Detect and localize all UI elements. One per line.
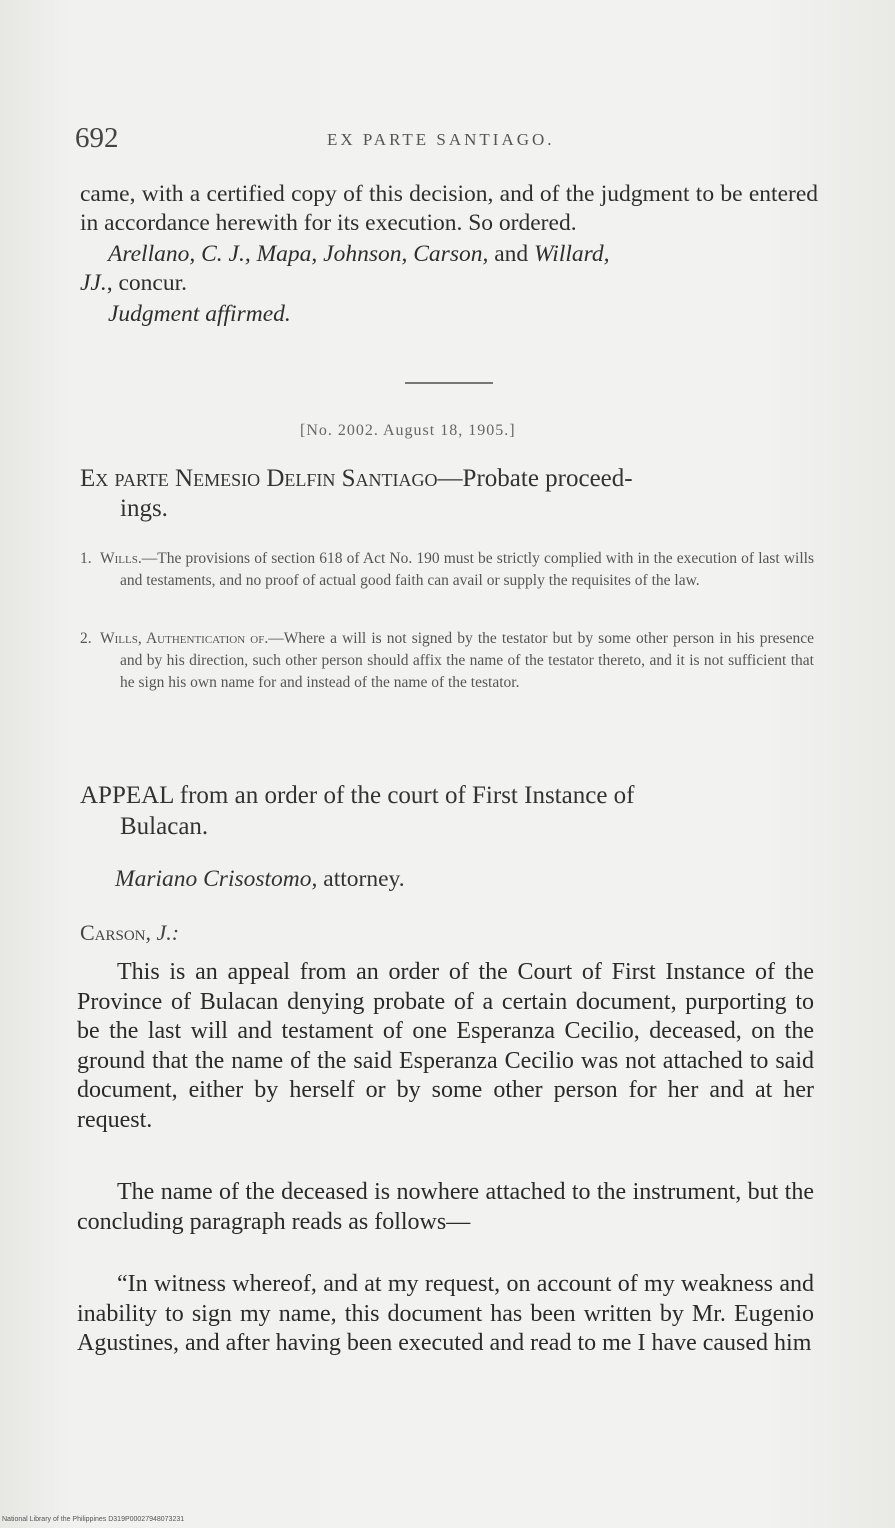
syllabus-heading: Wills, Authentication of.	[100, 630, 269, 647]
attorney-name: Mariano Crisostomo,	[115, 866, 318, 892]
concur-names: Arellano, C. J., Mapa, Johnson, Carson,	[108, 241, 489, 267]
page-header	[75, 118, 815, 158]
case-name: Ex parte Nemesio Delfin Santiago	[80, 465, 438, 492]
concur-and: and	[488, 241, 535, 267]
syllabus-text	[80, 548, 814, 592]
syllabus-heading: Wills.	[100, 550, 142, 567]
attorney-role: attorney.	[317, 866, 405, 892]
scan-footer: National Library of the Philippines D319P00027948073231	[2, 1516, 185, 1523]
attorney-line	[115, 866, 405, 893]
concur-tail: , concur.	[106, 270, 188, 296]
case-title	[80, 464, 822, 524]
appeal-line	[80, 780, 818, 842]
concurrence	[80, 240, 818, 298]
concur-last: Willard,	[534, 241, 610, 267]
syllabus-body: —Where a will is not signed by the testator but by some other person in his presence and by his direction, such other person should affix the name of the testator thereto, and it is not sufficient that he sign his own name for and instead of the name of the testator.	[120, 630, 814, 691]
running-title: EX PARTE SANTIAGO.	[327, 130, 555, 149]
page-number: 692	[75, 122, 119, 154]
syllabus-number: 2.	[80, 630, 92, 647]
opinion-paragraph: “In witness whereof, and at my request, on account of my weakness and inability to sign my name, this document has been written by Mr. Eugenio Agustines, and after having been executed and read to me I have caused him	[77, 1271, 814, 1356]
judge-line	[80, 920, 179, 946]
case-subject-cont: ings.	[120, 495, 168, 522]
syllabus-body: —The provisions of section 618 of Act No. 190 must be strictly complied with in the execution of last wills and testaments, and no proof of actual good faith can avail or supply the requisites of the law.	[120, 550, 814, 589]
case-subject: —Probate proceed-	[437, 465, 633, 492]
syllabus-item	[80, 548, 814, 592]
judge-title: J.:	[151, 920, 180, 945]
docket-line: [No. 2002. August 18, 1905.]	[300, 422, 516, 439]
appeal-text-cont: Bulacan.	[120, 813, 209, 840]
disposition: Judgment affirmed.	[108, 301, 291, 327]
prior-case-text: came, with a certified copy of this decision, and of the judgment to be entered in accordance herewith for its execution. So ordered.	[80, 181, 818, 236]
prior-case-ending	[80, 180, 818, 329]
opinion-paragraph: This is an appeal from an order of the Court of First Instance of the Province of Bulacan denying probate of a certain document, purporting to be the last will and testament of one Esperanza Cecilio, deceased, on the ground that the name of the said Esperanza Cecilio was not attached to said document, either by herself or by some other person for her and at her request.	[77, 959, 814, 1133]
opinion-paragraph: The name of the deceased is nowhere attached to the instrument, but the concluding paragraph reads as follows—	[77, 1179, 814, 1235]
appeal-text: APPEAL from an order of the court of First Instance of	[80, 782, 635, 809]
syllabus-item	[80, 628, 814, 694]
concur-jj: JJ.	[80, 270, 107, 296]
judge-name: Carson,	[80, 920, 152, 945]
section-divider	[405, 382, 493, 384]
syllabus-text	[80, 628, 814, 694]
syllabus-number: 1.	[80, 550, 92, 567]
